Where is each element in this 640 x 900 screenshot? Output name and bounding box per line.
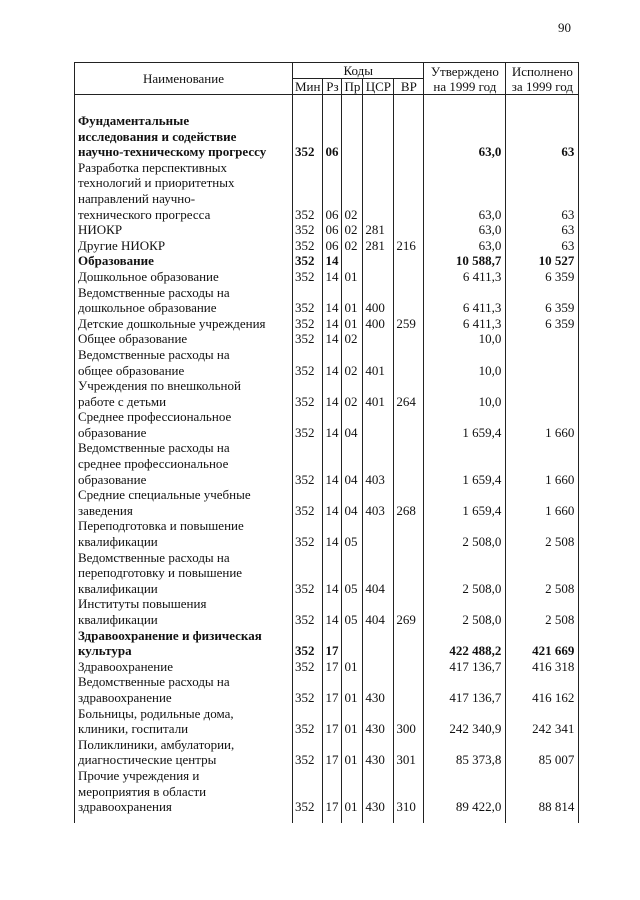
cell-vr: 301 bbox=[394, 737, 424, 768]
cell-rz: 14 bbox=[323, 487, 342, 518]
cell-pr: 01 bbox=[342, 737, 363, 768]
table-row bbox=[75, 768, 579, 823]
cell-executed: 242 341 bbox=[506, 706, 579, 737]
cell-approved: 1 659,4 bbox=[424, 409, 506, 440]
cell-pr: 04 bbox=[342, 440, 363, 487]
cell-approved: 10,0 bbox=[424, 331, 506, 347]
cell-approved: 63,0 bbox=[424, 113, 506, 160]
header-pr: Пр bbox=[342, 79, 363, 95]
cell-rz: 06 bbox=[323, 160, 342, 222]
cell-min: 352 bbox=[293, 768, 323, 823]
header-vr: ВР bbox=[394, 79, 424, 95]
table-row bbox=[75, 518, 579, 549]
cell-csr: 403 bbox=[363, 487, 394, 518]
cell-vr bbox=[394, 659, 424, 675]
cell-rz: 17 bbox=[323, 737, 342, 768]
cell-name: Дошкольное образование bbox=[75, 269, 293, 285]
cell-min: 352 bbox=[293, 706, 323, 737]
cell-min: 352 bbox=[293, 253, 323, 269]
cell-name: Ведомственные расходы на общее образование bbox=[75, 347, 293, 378]
cell-approved: 63,0 bbox=[424, 238, 506, 254]
cell-name: Общее образование bbox=[75, 331, 293, 347]
table-row bbox=[75, 596, 579, 627]
cell-min: 352 bbox=[293, 409, 323, 440]
cell-rz: 06 bbox=[323, 222, 342, 238]
cell-rz: 14 bbox=[323, 440, 342, 487]
cell-min: 352 bbox=[293, 659, 323, 675]
cell-pr: 05 bbox=[342, 518, 363, 549]
cell-rz: 17 bbox=[323, 628, 342, 659]
cell-vr bbox=[394, 253, 424, 269]
cell-pr bbox=[342, 113, 363, 160]
cell-pr: 01 bbox=[342, 659, 363, 675]
cell-name: Ведомственные расходы на переподготовку и повышение квалификации bbox=[75, 550, 293, 597]
cell-name: Ведомственные расходы на здравоохранение bbox=[75, 674, 293, 705]
cell-csr bbox=[363, 113, 394, 160]
cell-approved: 6 411,3 bbox=[424, 269, 506, 285]
cell-rz: 14 bbox=[323, 518, 342, 549]
cell-csr: 430 bbox=[363, 706, 394, 737]
cell-executed: 6 359 bbox=[506, 316, 579, 332]
cell-csr bbox=[363, 269, 394, 285]
cell-csr: 281 bbox=[363, 238, 394, 254]
cell-approved: 1 659,4 bbox=[424, 440, 506, 487]
spacer-row bbox=[75, 95, 579, 114]
cell-min: 352 bbox=[293, 737, 323, 768]
cell-executed: 1 660 bbox=[506, 487, 579, 518]
cell-rz: 14 bbox=[323, 596, 342, 627]
cell-name: Больницы, родильные дома, клиники, госпитали bbox=[75, 706, 293, 737]
cell-vr: 269 bbox=[394, 596, 424, 627]
cell-rz: 17 bbox=[323, 706, 342, 737]
table-row bbox=[75, 222, 579, 238]
cell-executed: 2 508 bbox=[506, 550, 579, 597]
cell-approved: 2 508,0 bbox=[424, 596, 506, 627]
cell-vr: 259 bbox=[394, 316, 424, 332]
cell-executed: 416 318 bbox=[506, 659, 579, 675]
cell-min: 352 bbox=[293, 160, 323, 222]
cell-rz: 14 bbox=[323, 253, 342, 269]
cell-pr bbox=[342, 253, 363, 269]
cell-name: Детские дошкольные учреждения bbox=[75, 316, 293, 332]
cell-min: 352 bbox=[293, 331, 323, 347]
cell-pr bbox=[342, 628, 363, 659]
cell-rz: 14 bbox=[323, 331, 342, 347]
cell-min: 352 bbox=[293, 238, 323, 254]
cell-pr: 01 bbox=[342, 316, 363, 332]
table-row bbox=[75, 706, 579, 737]
cell-name: Среднее профессиональное образование bbox=[75, 409, 293, 440]
cell-csr: 401 bbox=[363, 347, 394, 378]
cell-csr: 400 bbox=[363, 316, 394, 332]
table-row bbox=[75, 487, 579, 518]
cell-min: 352 bbox=[293, 316, 323, 332]
header-name: Наименование bbox=[75, 63, 293, 95]
cell-csr: 281 bbox=[363, 222, 394, 238]
cell-rz: 14 bbox=[323, 347, 342, 378]
cell-pr: 02 bbox=[342, 331, 363, 347]
cell-csr: 403 bbox=[363, 440, 394, 487]
cell-min: 352 bbox=[293, 222, 323, 238]
cell-vr bbox=[394, 409, 424, 440]
table-row bbox=[75, 285, 579, 316]
cell-executed: 421 669 bbox=[506, 628, 579, 659]
cell-csr: 430 bbox=[363, 768, 394, 823]
cell-rz: 14 bbox=[323, 378, 342, 409]
cell-vr bbox=[394, 269, 424, 285]
header-executed: Исполнено за 1999 год bbox=[506, 63, 579, 95]
cell-approved: 89 422,0 bbox=[424, 768, 506, 823]
table-row bbox=[75, 440, 579, 487]
cell-approved: 6 411,3 bbox=[424, 316, 506, 332]
table-row bbox=[75, 628, 579, 659]
table-row bbox=[75, 316, 579, 332]
cell-vr: 300 bbox=[394, 706, 424, 737]
table-row bbox=[75, 269, 579, 285]
cell-approved: 2 508,0 bbox=[424, 550, 506, 597]
cell-executed bbox=[506, 331, 579, 347]
cell-vr bbox=[394, 347, 424, 378]
cell-csr bbox=[363, 628, 394, 659]
cell-min: 352 bbox=[293, 596, 323, 627]
cell-executed bbox=[506, 378, 579, 409]
table-row bbox=[75, 674, 579, 705]
cell-pr: 02 bbox=[342, 378, 363, 409]
budget-table bbox=[74, 62, 579, 823]
table-row bbox=[75, 238, 579, 254]
cell-pr: 02 bbox=[342, 347, 363, 378]
cell-approved: 63,0 bbox=[424, 222, 506, 238]
cell-pr: 01 bbox=[342, 768, 363, 823]
cell-pr: 01 bbox=[342, 269, 363, 285]
cell-name: Ведомственные расходы на дошкольное образование bbox=[75, 285, 293, 316]
cell-name: Другие НИОКР bbox=[75, 238, 293, 254]
cell-min: 352 bbox=[293, 269, 323, 285]
cell-csr bbox=[363, 253, 394, 269]
cell-executed: 1 660 bbox=[506, 440, 579, 487]
cell-vr bbox=[394, 285, 424, 316]
cell-min: 352 bbox=[293, 440, 323, 487]
cell-min: 352 bbox=[293, 674, 323, 705]
cell-csr bbox=[363, 659, 394, 675]
cell-name: Здравоохранение bbox=[75, 659, 293, 675]
cell-csr: 400 bbox=[363, 285, 394, 316]
cell-csr bbox=[363, 160, 394, 222]
cell-vr: 310 bbox=[394, 768, 424, 823]
header-rz: Рз bbox=[323, 79, 342, 95]
cell-rz: 17 bbox=[323, 659, 342, 675]
cell-rz: 06 bbox=[323, 238, 342, 254]
cell-vr bbox=[394, 674, 424, 705]
cell-name: Средние специальные учебные заведения bbox=[75, 487, 293, 518]
table-row bbox=[75, 378, 579, 409]
cell-vr bbox=[394, 222, 424, 238]
cell-executed: 85 007 bbox=[506, 737, 579, 768]
cell-vr bbox=[394, 518, 424, 549]
cell-rz: 14 bbox=[323, 409, 342, 440]
cell-name: Фундаментальные исследования и содействие научно-техническому прогрессу bbox=[75, 113, 293, 160]
cell-rz: 06 bbox=[323, 113, 342, 160]
table-row bbox=[75, 160, 579, 222]
cell-min: 352 bbox=[293, 518, 323, 549]
cell-min: 352 bbox=[293, 628, 323, 659]
cell-rz: 14 bbox=[323, 269, 342, 285]
table-row bbox=[75, 347, 579, 378]
header-min: Мин bbox=[293, 79, 323, 95]
cell-rz: 17 bbox=[323, 768, 342, 823]
cell-vr bbox=[394, 550, 424, 597]
cell-executed: 63 bbox=[506, 238, 579, 254]
table-row bbox=[75, 659, 579, 675]
cell-min: 352 bbox=[293, 347, 323, 378]
header-approved: Утверждено на 1999 год bbox=[424, 63, 506, 95]
cell-pr: 02 bbox=[342, 160, 363, 222]
cell-min: 352 bbox=[293, 285, 323, 316]
cell-pr: 04 bbox=[342, 409, 363, 440]
cell-vr bbox=[394, 440, 424, 487]
cell-pr: 05 bbox=[342, 596, 363, 627]
cell-min: 352 bbox=[293, 550, 323, 597]
cell-vr bbox=[394, 331, 424, 347]
table-row bbox=[75, 113, 579, 160]
cell-approved: 10,0 bbox=[424, 347, 506, 378]
cell-name: Прочие учреждения и мероприятия в области здравоохранения bbox=[75, 768, 293, 823]
cell-executed bbox=[506, 347, 579, 378]
cell-vr: 216 bbox=[394, 238, 424, 254]
cell-name: НИОКР bbox=[75, 222, 293, 238]
cell-rz: 14 bbox=[323, 285, 342, 316]
cell-min: 352 bbox=[293, 378, 323, 409]
cell-executed: 6 359 bbox=[506, 269, 579, 285]
cell-approved: 242 340,9 bbox=[424, 706, 506, 737]
table-row bbox=[75, 331, 579, 347]
cell-name: Поликлиники, амбулатории, диагностические центры bbox=[75, 737, 293, 768]
cell-executed: 63 bbox=[506, 113, 579, 160]
cell-csr: 430 bbox=[363, 674, 394, 705]
cell-approved: 417 136,7 bbox=[424, 659, 506, 675]
cell-approved: 10 588,7 bbox=[424, 253, 506, 269]
page-number: 90 bbox=[558, 20, 571, 35]
cell-rz: 14 bbox=[323, 550, 342, 597]
cell-pr: 01 bbox=[342, 706, 363, 737]
cell-vr bbox=[394, 113, 424, 160]
cell-csr: 401 bbox=[363, 378, 394, 409]
cell-executed: 63 bbox=[506, 160, 579, 222]
cell-vr: 264 bbox=[394, 378, 424, 409]
table-row bbox=[75, 737, 579, 768]
cell-pr: 01 bbox=[342, 285, 363, 316]
cell-approved: 85 373,8 bbox=[424, 737, 506, 768]
cell-csr bbox=[363, 518, 394, 549]
cell-min: 352 bbox=[293, 113, 323, 160]
cell-vr: 268 bbox=[394, 487, 424, 518]
cell-rz: 14 bbox=[323, 316, 342, 332]
cell-vr bbox=[394, 628, 424, 659]
cell-vr bbox=[394, 160, 424, 222]
cell-name: Разработка перспективных технологий и приоритетных направлений научно- технического прогресса bbox=[75, 160, 293, 222]
cell-approved: 2 508,0 bbox=[424, 518, 506, 549]
cell-pr: 02 bbox=[342, 222, 363, 238]
header-codes: Коды bbox=[293, 63, 424, 79]
cell-approved: 417 136,7 bbox=[424, 674, 506, 705]
cell-executed: 1 660 bbox=[506, 409, 579, 440]
cell-approved: 422 488,2 bbox=[424, 628, 506, 659]
table-row bbox=[75, 550, 579, 597]
cell-executed: 416 162 bbox=[506, 674, 579, 705]
cell-csr: 404 bbox=[363, 550, 394, 597]
cell-executed: 2 508 bbox=[506, 518, 579, 549]
cell-executed: 63 bbox=[506, 222, 579, 238]
cell-approved: 63,0 bbox=[424, 160, 506, 222]
table-row bbox=[75, 409, 579, 440]
cell-name: Институты повышения квалификации bbox=[75, 596, 293, 627]
cell-pr: 04 bbox=[342, 487, 363, 518]
cell-rz: 17 bbox=[323, 674, 342, 705]
cell-approved: 10,0 bbox=[424, 378, 506, 409]
cell-name: Учреждения по внешкольной работе с детьми bbox=[75, 378, 293, 409]
cell-csr bbox=[363, 331, 394, 347]
cell-name: Здравоохранение и физическая культура bbox=[75, 628, 293, 659]
cell-executed: 10 527 bbox=[506, 253, 579, 269]
cell-min: 352 bbox=[293, 487, 323, 518]
cell-approved: 6 411,3 bbox=[424, 285, 506, 316]
cell-name: Образование bbox=[75, 253, 293, 269]
cell-csr: 404 bbox=[363, 596, 394, 627]
cell-executed: 2 508 bbox=[506, 596, 579, 627]
cell-csr: 430 bbox=[363, 737, 394, 768]
cell-pr: 01 bbox=[342, 674, 363, 705]
cell-executed: 88 814 bbox=[506, 768, 579, 823]
cell-pr: 05 bbox=[342, 550, 363, 597]
table-row bbox=[75, 253, 579, 269]
header-csr: ЦСР bbox=[363, 79, 394, 95]
cell-approved: 1 659,4 bbox=[424, 487, 506, 518]
cell-pr: 02 bbox=[342, 238, 363, 254]
cell-name: Ведомственные расходы на среднее профессиональное образование bbox=[75, 440, 293, 487]
cell-executed: 6 359 bbox=[506, 285, 579, 316]
cell-name: Переподготовка и повышение квалификации bbox=[75, 518, 293, 549]
cell-csr bbox=[363, 409, 394, 440]
